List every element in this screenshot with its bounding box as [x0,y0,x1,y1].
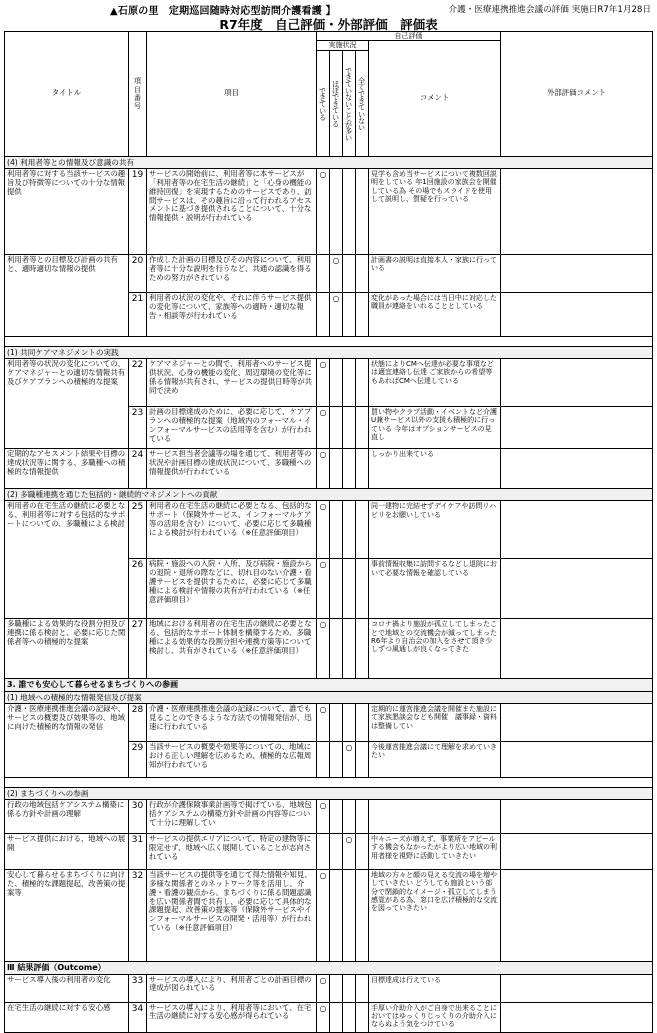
row-item: 利用者の状況の変化や、それに伴うサービス提供の変化等について、家族等への適時・適切な報告・相談等が行われている [147,292,317,336]
evaluation-table [4,31,653,1033]
row-title: 利用者の在宅生活の継続に必要となる、利用者等に対する包括的なサポートについての、多職種による検討 [5,501,129,619]
mark-done: ○ [317,1002,330,1032]
col-status-not-at-all: 全くできていない [356,50,369,156]
mark-not-at-all [356,449,369,489]
mark-not-at-all [356,619,369,679]
mark-not-at-all [356,407,369,449]
mark-often-not [343,703,356,741]
row-title: 定期的なアセスメント結果や目標の達成状況等に関する、多職種への積極的な情報提供 [5,449,129,489]
row-title: 行政の地域包括ケアシステム構築に係る方針や計画の理解 [5,799,129,833]
row-number: 20 [129,254,147,292]
row-item: 計画の目標達成のために、必要に応じて、ケアプランへの積極的な提案（地域内のフォーマル・インフォーマルサービスの活用等を含む）が行われている [147,407,317,449]
col-external: 外部評価コメント [501,32,653,157]
row-external-comment [501,407,653,449]
col-item: 項目 [147,32,317,157]
page-title: R7年度 自己評価・外部評価 評価表 [219,17,438,32]
mark-not-at-all [356,741,369,777]
mark-mostly [330,1002,343,1032]
row-number: 25 [129,501,147,559]
row-title: 在宅生活の継続に対する安心感 [5,1002,129,1032]
mark-mostly [330,449,343,489]
section-heading: (1) 地域への積極的な情報発信及び提案 [5,691,653,703]
mark-done: ○ [317,501,330,559]
mark-done: ○ [317,407,330,449]
row-number: 29 [129,741,147,777]
row-number: 27 [129,619,147,679]
mark-often-not [343,869,356,961]
mark-not-at-all [356,501,369,559]
mark-mostly: ○ [330,254,343,292]
mark-mostly [330,799,343,833]
row-comment: 買い物やクラブ活動・イベントなど介護U兼サービス以外の支援も積極的に行っている 今年はオプションサービスの見直し [369,407,501,449]
row-item: ケアマネジャーとの間で、利用者へのサービス提供状況、心身の機能の変化、周辺環境の変化等に係る情報が共有され、サービスの提供日時等が共同で決め [147,359,317,407]
mark-often-not [343,799,356,833]
row-external-comment [501,619,653,679]
row-external-comment [501,292,653,336]
mark-often-not: ○ [343,833,356,869]
row-item: 作成した計画の目標及びその内容について、利用者等に十分な説明を行うなど、共通の認識を得るための努力がされている [147,254,317,292]
row-item: サービスの導入により、利用者ごとの計画目標の達成が図られている [147,974,317,1002]
mark-often-not [343,168,356,254]
row-external-comment [501,799,653,833]
row-number: 31 [129,833,147,869]
mark-mostly [330,833,343,869]
row-comment [369,799,501,833]
mark-not-at-all [356,1002,369,1032]
mark-often-not [343,1002,356,1032]
col-title: タイトル [5,32,129,157]
col-self-eval: 自己評価 [317,32,501,41]
row-item: サービスの提供エリアについて、特定の建物等に限定せず、地域へ広く展開していることが志向されている [147,833,317,869]
mark-mostly [330,974,343,1002]
row-number: 24 [129,449,147,489]
row-item: 当該サービスの提供等を通じて得た情報や知見、多様な関係者とのネットワーク等を活用し、介護・看護の観点から、まちづくりに係る問題認識を広い関係者間で共有し、必要に応じて具体的な課題提起、改善策の提案等（保険外サービスやインフォーマルサービスの開発・活用等）が行われている（※任意評価項目） [147,869,317,961]
row-comment: 地域の方々と顔の見える交流の場を増やしていきたい どうしても施設という部分で閉鎖的なイメージ・孤立してしまう感覚がある為、窓口を広げ積極的な交流を図っていきたい [369,869,501,961]
mark-mostly [330,501,343,559]
mark-not-at-all [356,799,369,833]
row-comment: 手厚い介助介入がご自身で出来ることにおいてはゆっくりじっくりの介助介入にならぬよう気をつけている [369,1002,501,1032]
col-status-mostly: ほぼできている [330,50,343,156]
mark-not-at-all [356,703,369,741]
row-number: 30 [129,799,147,833]
section-heading: (1) 共同ケアマネジメントの実践 [5,346,653,358]
row-title: 多職種による効果的な役割分担及び連携に係る検討と、必要に応じた関係者等への積極的な提案 [5,619,129,679]
row-external-comment [501,974,653,1002]
row-external-comment [501,359,653,407]
row-comment: コロナ禍より施設が孤立してしまったことで地域との交流機会が減ってしまった R6年より自治会の加入をさせて頂き少しずつ風通しが良くなってきた [369,619,501,679]
row-comment: 状態によりCMへ伝達が必要な事項などは適宜連絡し伝達 ご家族からの希望等もあればCMへ伝達している [369,359,501,407]
mark-often-not [343,501,356,559]
row-item: 行政が介護保険事業計画等で掲げている、地域包括ケアシステムの構築方針や計画の内容等について十分に理解してい [147,799,317,833]
mark-not-at-all [356,559,369,619]
mark-not-at-all [356,168,369,254]
row-title: 安心して暮らせるまちづくりに向けた、積極的な課題提起、改善策の提案等 [5,869,129,961]
row-item: 当該サービスの概要や効果等についての、地域における正しい理解を広めるため、積極的な広報周知が行われている [147,741,317,777]
row-external-comment [501,168,653,254]
mark-often-not [343,292,356,336]
mark-often-not [343,559,356,619]
row-item: 介護・医療連携推進会議の記録について、誰でも見ることのできるような方法での情報発信が、迅速に行われている [147,703,317,741]
mark-done: ○ [317,449,330,489]
row-item: サービスの導入により、利用者等において、在宅生活の継続に対する安心感が得られている [147,1002,317,1032]
mark-done: ○ [317,703,330,741]
col-num: 項目番号 [129,32,147,157]
mark-done: ○ [317,619,330,679]
col-status-often-not: できていないことが多い [343,50,356,156]
row-number: 22 [129,359,147,407]
row-external-comment [501,254,653,292]
row-item: サービスの開始前に、利用者等に本サービスが「利用者等の在宅生活の継続」と「心身の機能の維持回復」を実現するためのサービスであり、訪問サービスは、その趣旨に沿って行われるアセスメントに基づき提供されることについて、十分な情報提供・説明が行われている [147,168,317,254]
mark-done [317,833,330,869]
row-comment: しっかり出来ている [369,449,501,489]
mark-mostly [330,359,343,407]
mark-not-at-all [356,833,369,869]
row-external-comment [501,501,653,559]
section-heading: Ⅲ 結果評価（Outcome） [5,961,653,974]
row-comment: 定期的に運営推進会議を開催また施設にて家族懇談会なども開催 議事録・資料は整備してい [369,703,501,741]
row-title: サービス提供における、地域への展開 [5,833,129,869]
mark-not-at-all [356,359,369,407]
mark-not-at-all [356,292,369,336]
mark-not-at-all [356,974,369,1002]
mark-often-not: ○ [343,741,356,777]
mark-often-not [343,619,356,679]
section-heading: (2) 多職種連携を通じた包括的・継続的マネジメントへの貢献 [5,489,653,501]
mark-not-at-all [356,869,369,961]
row-item: 利用者の在宅生活の継続に必要となる、包括的なサポート（保険外サービス、インフォーマルケア等の活用を含む）について、必要に応じて多職種による検討が行われている（※任意評価項目） [147,501,317,559]
facility-name: ▲石原の里 定期巡回随時対応型訪問介護看護 】 [110,6,336,17]
spacer-row [5,336,653,346]
row-number: 26 [129,559,147,619]
row-number: 23 [129,407,147,449]
row-item: サービス担当者会議等の場を通じて、利用者等の状況や計画目標の達成状況について、多職種への情報提供が行われている [147,449,317,489]
mark-mostly [330,741,343,777]
mark-done [317,254,330,292]
row-comment: 計画書の説明は直接本人・家族に行っている [369,254,501,292]
mark-mostly [330,703,343,741]
mark-done: ○ [317,799,330,833]
section-heading: (2) まちづくりへの参画 [5,787,653,799]
mark-mostly [330,869,343,961]
row-external-comment [501,703,653,741]
row-title: 利用者等の状況の変化についての、ケアマネジャーとの適切な情報共有及びケアプランへの積極的な提案 [5,359,129,449]
mark-often-not [343,974,356,1002]
section-heading: (4) 利用者等との情報及び意識の共有 [5,156,653,168]
mark-done: ○ [317,168,330,254]
row-comment: 中々ニーズが増えず、事業所をアピールする機会もなかったがより広い地域の利用者様を視野に活動していきたい [369,833,501,869]
row-title: 利用者等との目標及び計画の共有と、適時適切な情報の提供 [5,254,129,336]
mark-done: ○ [317,974,330,1002]
section-heading: 3. 誰でも安心して暮らせるまちづくりへの参画 [5,679,653,692]
mark-not-at-all [356,254,369,292]
mark-mostly: ○ [330,292,343,336]
col-status: 実施状況 [317,41,369,50]
row-comment: 事前情報収集に訪問するなどし退院において必要な情報を確認している [369,559,501,619]
row-number: 33 [129,974,147,1002]
mark-done: ○ [317,869,330,961]
mark-mostly [330,407,343,449]
row-number: 28 [129,703,147,741]
row-comment: 今後運営推進会議にて理解を求めていきたい [369,741,501,777]
row-number: 34 [129,1002,147,1032]
mark-done [317,741,330,777]
row-number: 32 [129,869,147,961]
row-external-comment [501,869,653,961]
mark-often-not [343,359,356,407]
mark-often-not [343,407,356,449]
mark-done [317,292,330,336]
row-title: 介護・医療連携推進会議の記録や、サービスの概要及び効果等の、地域に向けた積極的な情報の発信 [5,703,129,777]
row-item: 地域における利用者の在宅生活の継続に必要となる、包括的なサポート体制を構築するため、多職種による効果的な役割分担や連携方策等について検討し、共有がされている（※任意評価項目） [147,619,317,679]
mark-done: ○ [317,359,330,407]
row-external-comment [501,741,653,777]
row-title: サービス導入後の利用者の変化 [5,974,129,1002]
row-comment: 目標達成は行えている [369,974,501,1002]
col-status-done: できている [317,50,330,156]
mark-done: ○ [317,559,330,619]
mark-mostly [330,168,343,254]
sheet-header [0,0,657,30]
meeting-date: 介護・医療連携推進会議の評価 実施日R7年1月28日 [448,5,651,15]
row-comment: 変化があった場合には当日中に対応した職員が連絡をいれることとしている [369,292,501,336]
row-external-comment [501,449,653,489]
mark-mostly [330,619,343,679]
row-external-comment [501,559,653,619]
row-comment: 見学も含め当サービスについて複数回説明をしている 年1回施設の家族会を開催している為 その場でもスライドを使用して説明し、質疑を行っている [369,168,501,254]
mark-often-not [343,254,356,292]
row-number: 19 [129,168,147,254]
row-title: 利用者等に対する当該サービスの趣旨及び特徴等についての十分な情報提供 [5,168,129,254]
mark-mostly [330,559,343,619]
spacer-row [5,777,653,787]
col-comment: コメント [369,41,501,156]
row-external-comment [501,833,653,869]
row-comment: 同一建物に完結せずデイケアや訪問リハビリをお願いしている [369,501,501,559]
row-item: 病院・施設への入院・入所、及び病院・施設からの退院・退所の際などに、切れ目のない介護・看護サービスを提供するために、必要に応じて多職種による検討や情報の共有が行われている（※任意評価項目） [147,559,317,619]
row-number: 21 [129,292,147,336]
mark-often-not [343,449,356,489]
row-external-comment [501,1002,653,1032]
